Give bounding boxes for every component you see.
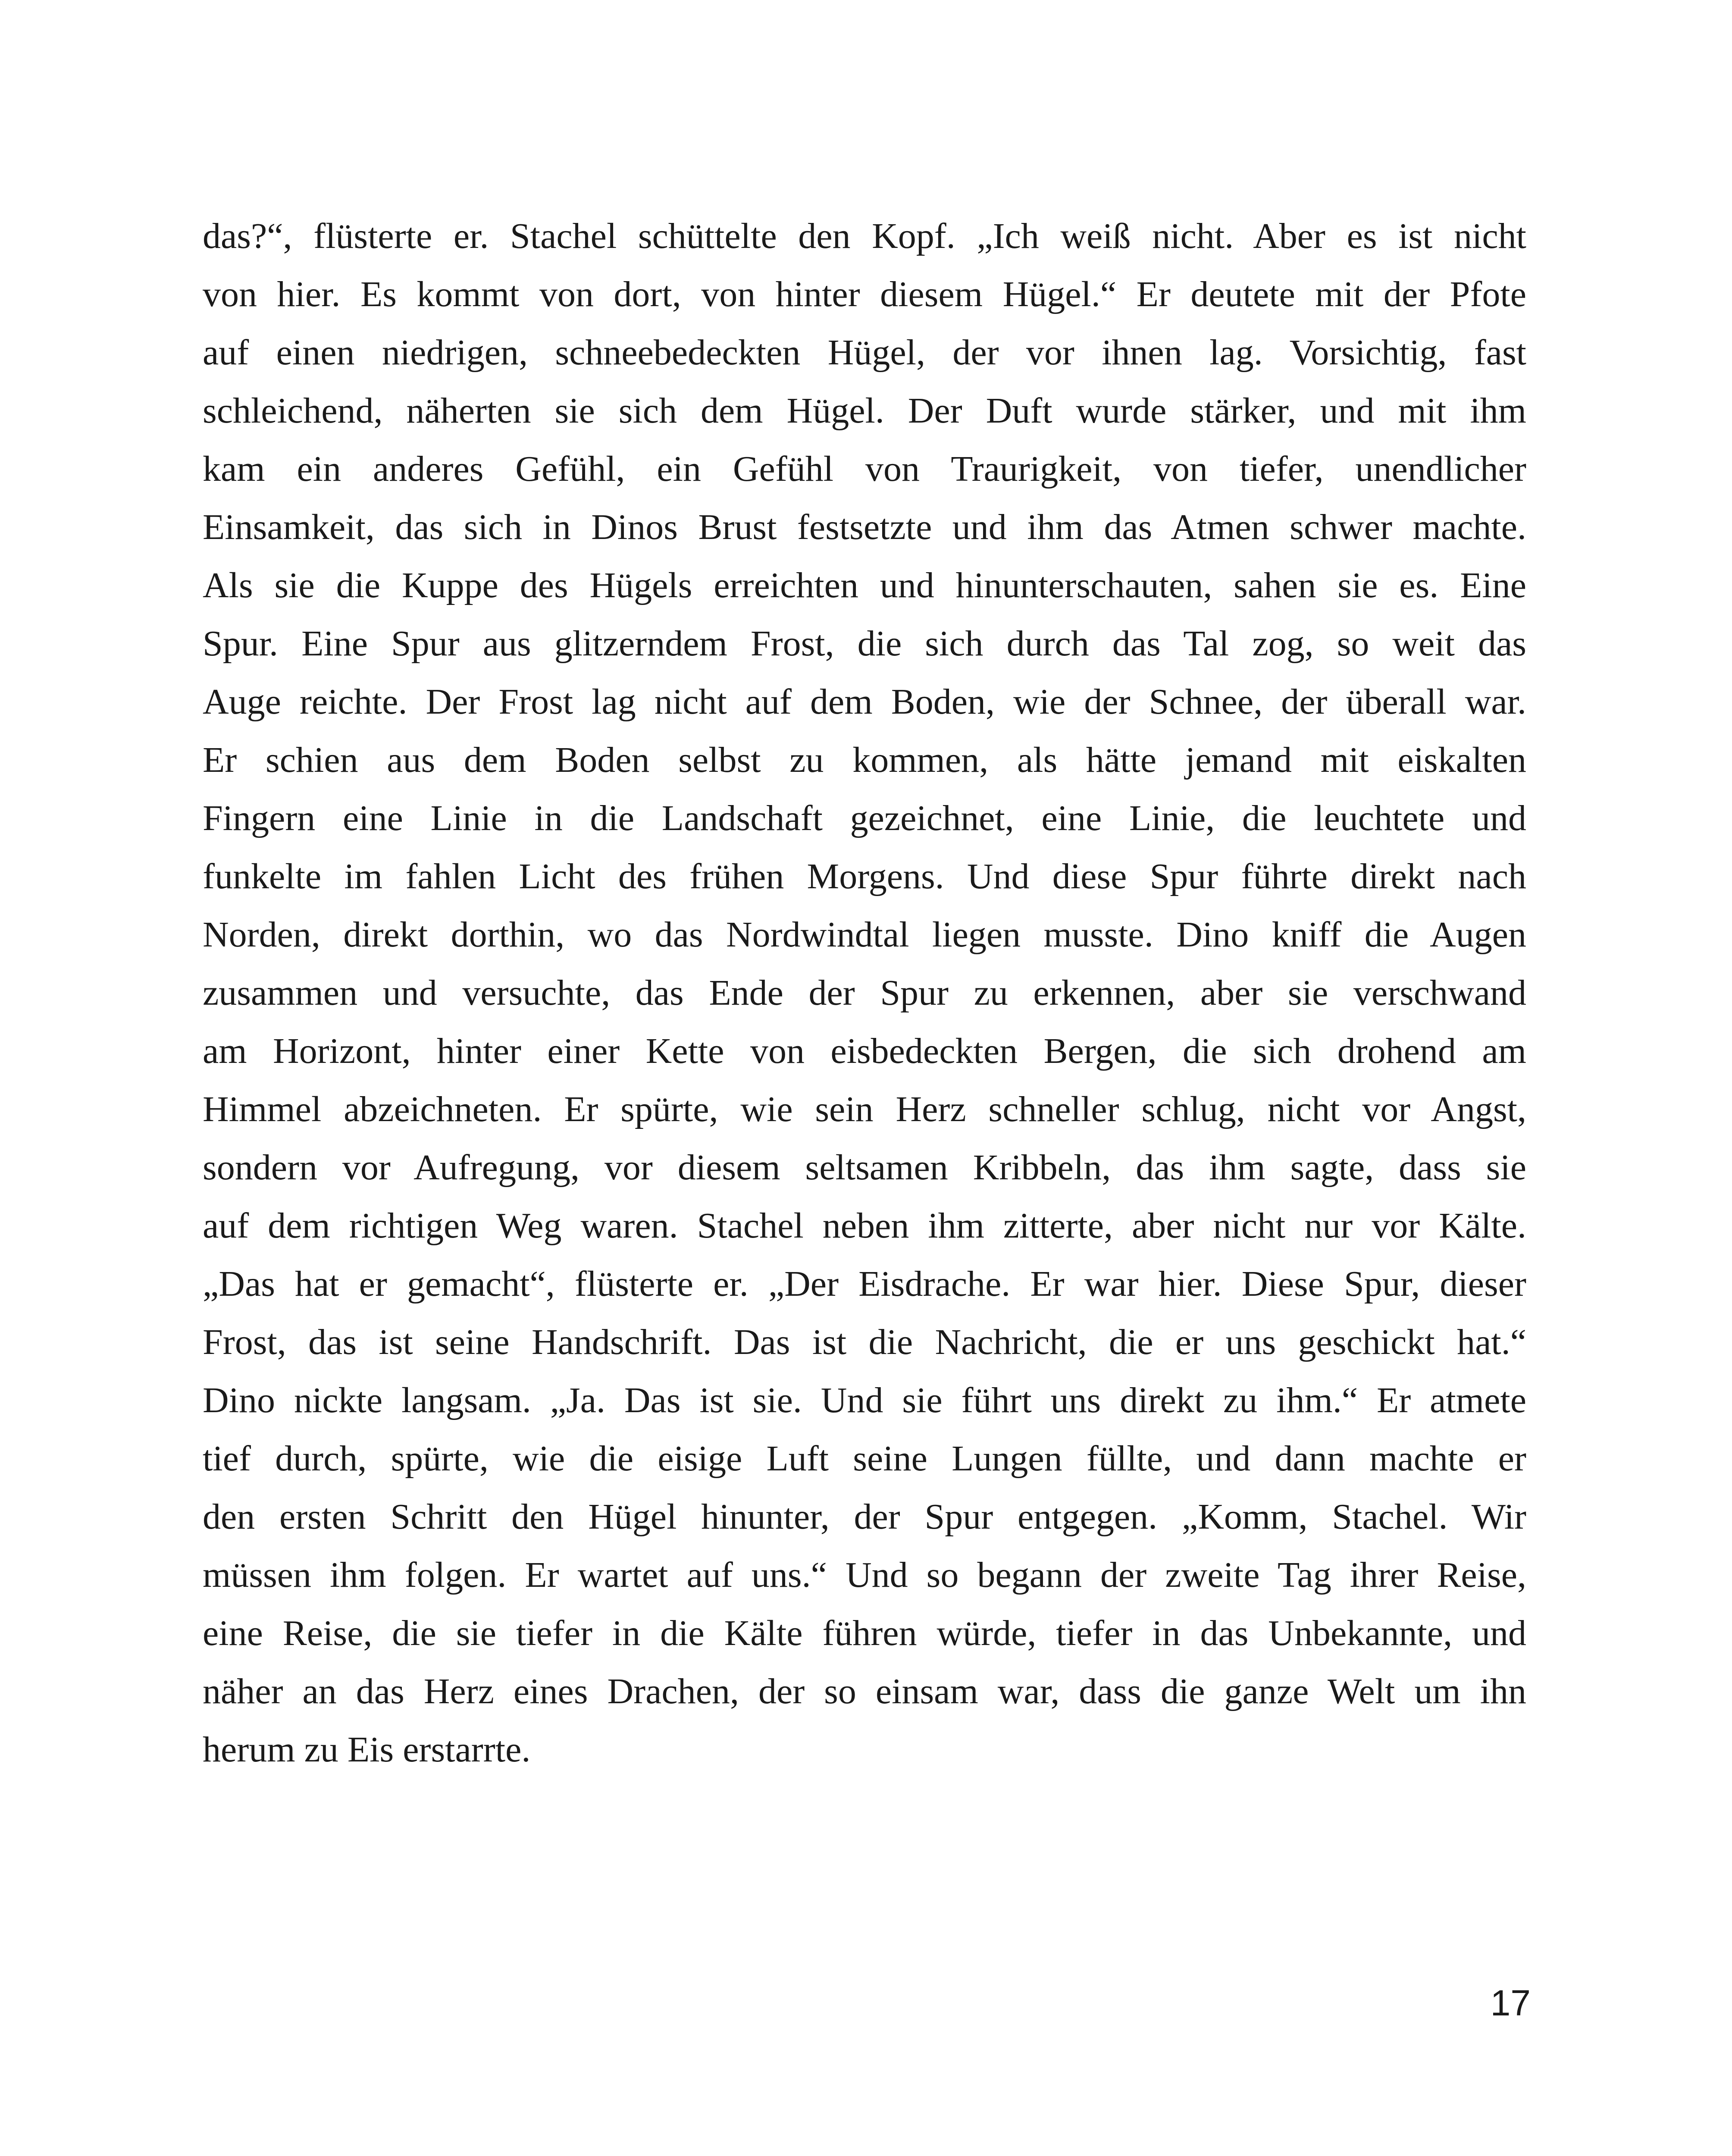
text-line: Himmel abzeichneten. Er spürte, wie sein Herz schneller schlug, nicht vor Angst,: [203, 1089, 1526, 1129]
text-line: Spur. Eine Spur aus glitzerndem Frost, die sich durch das Tal zog, so weit das: [203, 624, 1526, 664]
text-line: Er schien aus dem Boden selbst zu kommen, als hätte jemand mit eiskalten: [203, 740, 1526, 780]
text-line: Norden, direkt dorthin, wo das Nordwindtal liegen musste. Dino kniff die Augen: [203, 915, 1526, 955]
text-line: Frost, das ist seine Handschrift. Das ist die Nachricht, die er uns geschickt hat.“: [203, 1322, 1526, 1362]
text-line: zusammen und versuchte, das Ende der Spur zu erkennen, aber sie verschwand: [203, 973, 1526, 1013]
text-line: auf einen niedrigen, schneebedeckten Hügel, der vor ihnen lag. Vorsichtig, fast: [203, 332, 1526, 373]
text-line: herum zu Eis erstarrte.: [203, 1730, 531, 1770]
text-line: Auge reichte. Der Frost lag nicht auf dem Boden, wie der Schnee, der überall war.: [203, 682, 1526, 722]
text-line: Fingern eine Linie in die Landschaft gezeichnet, eine Linie, die leuchtete und: [203, 798, 1526, 838]
text-line: Einsamkeit, das sich in Dinos Brust festsetzte und ihm das Atmen schwer machte.: [203, 507, 1526, 547]
text-line: eine Reise, die sie tiefer in die Kälte führen würde, tiefer in das Unbekannte, und: [203, 1613, 1526, 1653]
text-line: näher an das Herz eines Drachen, der so einsam war, dass die ganze Welt um ihn: [203, 1671, 1526, 1711]
text-line: den ersten Schritt den Hügel hinunter, der Spur entgegen. „Komm, Stachel. Wir: [203, 1497, 1526, 1537]
body-paragraph: [203, 207, 1526, 1779]
text-line: tief durch, spürte, wie die eisige Luft seine Lungen füllte, und dann machte er: [203, 1438, 1526, 1479]
text-line: „Das hat er gemacht“, flüsterte er. „Der Eisdrache. Er war hier. Diese Spur, dieser: [203, 1264, 1526, 1304]
text-line: müssen ihm folgen. Er wartet auf uns.“ Und so begann der zweite Tag ihrer Reise,: [203, 1555, 1526, 1595]
text-line: kam ein anderes Gefühl, ein Gefühl von Traurigkeit, von tiefer, unendlicher: [203, 449, 1526, 489]
text-line: sondern vor Aufregung, vor diesem seltsamen Kribbeln, das ihm sagte, dass sie: [203, 1147, 1526, 1188]
text-line: am Horizont, hinter einer Kette von eisbedeckten Bergen, die sich drohend am: [203, 1031, 1526, 1071]
text-line: Als sie die Kuppe des Hügels erreichten und hinunterschauten, sahen sie es. Eine: [203, 565, 1526, 605]
text-line: funkelte im fahlen Licht des frühen Morgens. Und diese Spur führte direkt nach: [203, 856, 1526, 896]
page-number: 17: [1490, 1983, 1531, 2023]
text-line: auf dem richtigen Weg waren. Stachel neben ihm zitterte, aber nicht nur vor Kälte.: [203, 1206, 1526, 1246]
text-line: das?“, flüsterte er. Stachel schüttelte den Kopf. „Ich weiß nicht. Aber es ist nicht: [203, 216, 1526, 256]
text-line: schleichend, näherten sie sich dem Hügel. Der Duft wurde stärker, und mit ihm: [203, 391, 1526, 431]
text-line: von hier. Es kommt von dort, von hinter diesem Hügel.“ Er deutete mit der Pfote: [203, 274, 1526, 314]
text-line: Dino nickte langsam. „Ja. Das ist sie. Und sie führt uns direkt zu ihm.“ Er atmete: [203, 1380, 1526, 1420]
